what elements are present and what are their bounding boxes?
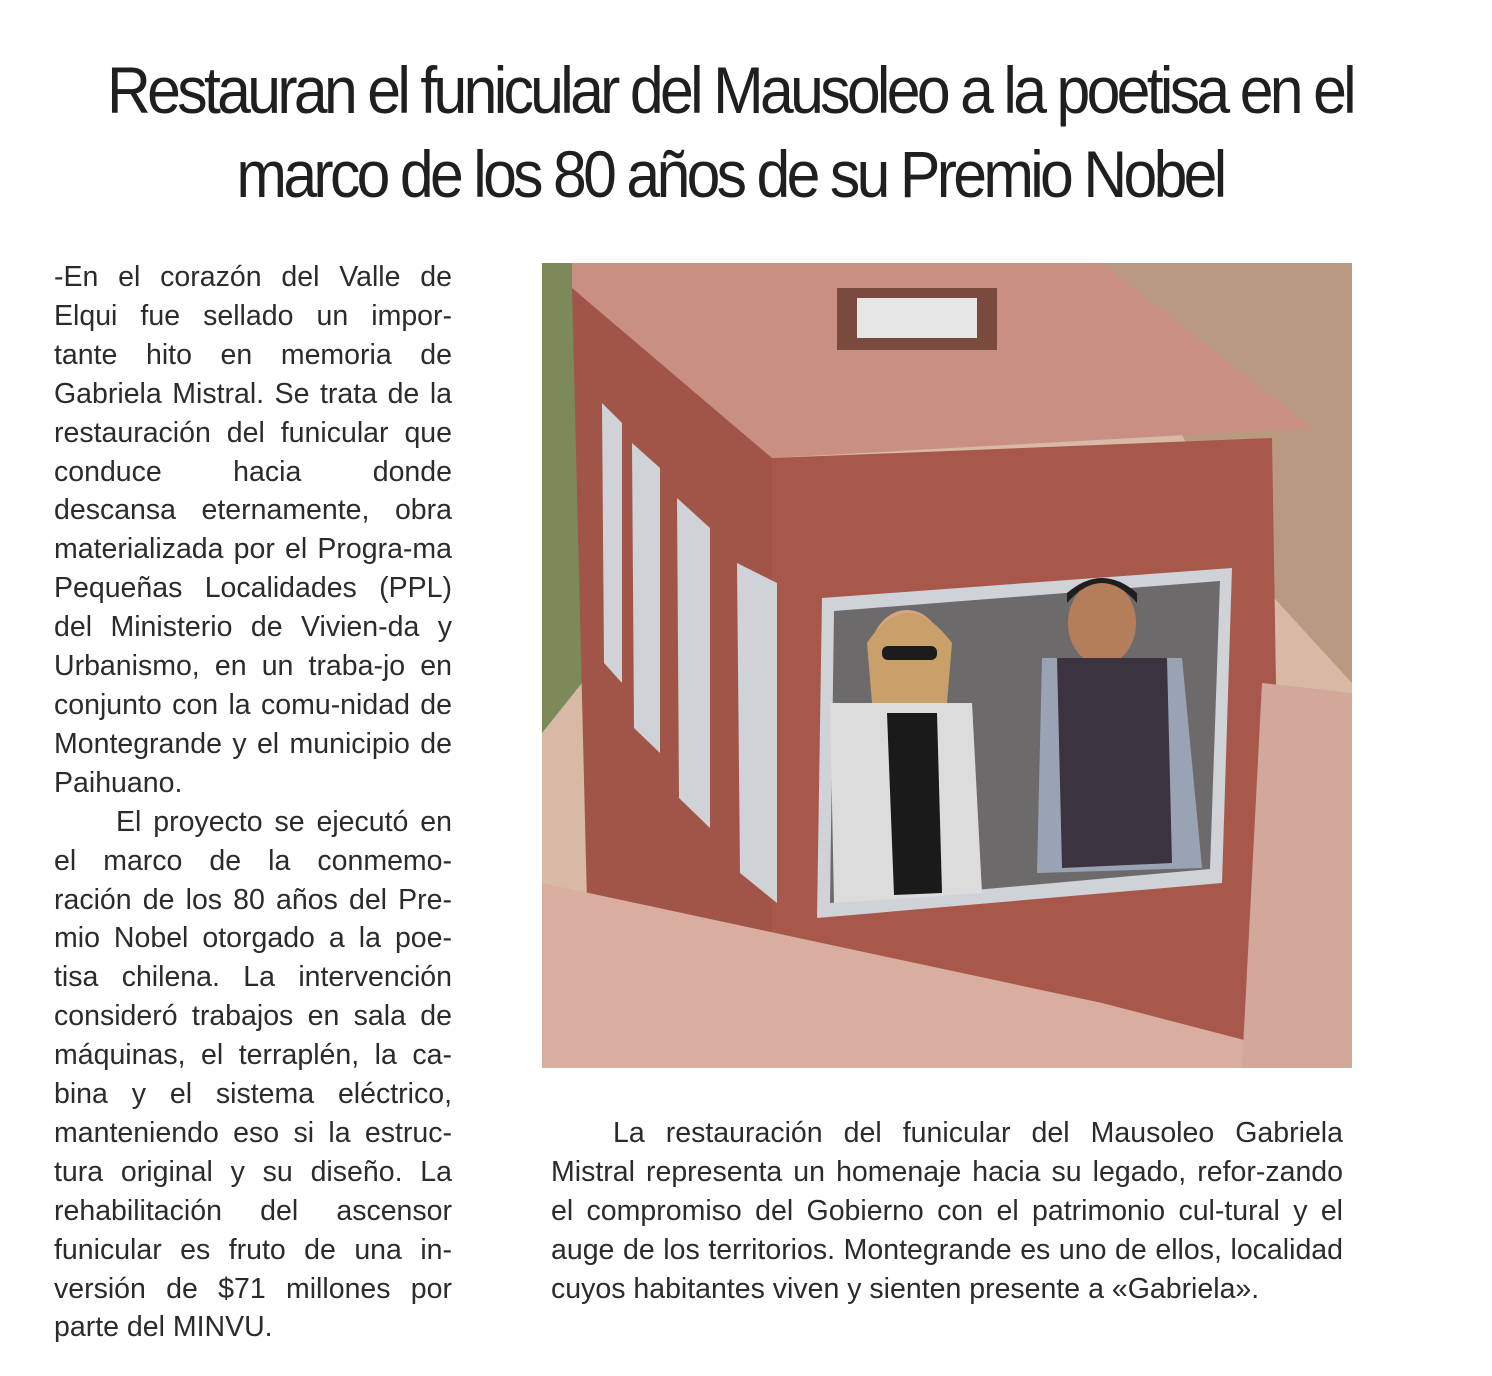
- person-woman-sunglasses: [882, 646, 937, 660]
- headline-line-2: marco de los 80 años de su Premio Nobel: [236, 137, 1224, 211]
- headline-line-1: Restauran el funicular del Mausoleo a la poetisa en el: [107, 53, 1353, 127]
- side-window-3: [677, 498, 710, 828]
- headline: [86, 48, 1374, 216]
- body-paragraph-2: El proyecto se ejecutó en el marco de la conmemo-ración de los 80 años del Pre-mio Nobel otorgado a la poe-tisa chilena. La intervención consideró trabajos en sala de máquinas, el terraplén, la ca-bina y el sistema eléctrico, manteniendo eso si la estruc-tura original y su diseño. La rehabilitación del ascensor funicular es fruto de una in-versión de $71 millones por parte del MINVU.: [54, 805, 452, 1344]
- side-window-4: [737, 563, 777, 903]
- funicular-cabin-photo: [542, 263, 1352, 1068]
- photo-illustration: [542, 263, 1352, 1068]
- article-body: [54, 258, 452, 1347]
- roof-vent-grill: [857, 298, 977, 338]
- person-man-vest: [1057, 658, 1172, 868]
- body-paragraph-1: -En el corazón del Valle de Elqui fue sellado un impor-tante hito en memoria de Gabriela Mistral. Se trata de la restauración del funicular que conduce hacia donde descansa eternamente, obra materializada por el Progra-ma Pequeñas Localidades (PPL) del Ministerio de Vivien-da y Urbanismo, en un traba-jo en conjunto con la comu-nidad de Montegrande y el municipio de Paihuano.: [54, 261, 452, 799]
- person-woman-top: [887, 713, 942, 895]
- person-man-head: [1068, 581, 1136, 665]
- photo-caption: La restauración del funicular del Mausoleo Gabriela Mistral representa un homenaje hacia su legado, refor-zando el compromiso del Gobierno con el patrimonio cul-tural y el auge de los territorios. Montegrande es uno de ellos, localidad cuyos habitantes viven y sienten presente a «Gabriela».: [551, 1117, 1343, 1305]
- side-window-1: [602, 403, 622, 683]
- side-window-2: [632, 443, 660, 753]
